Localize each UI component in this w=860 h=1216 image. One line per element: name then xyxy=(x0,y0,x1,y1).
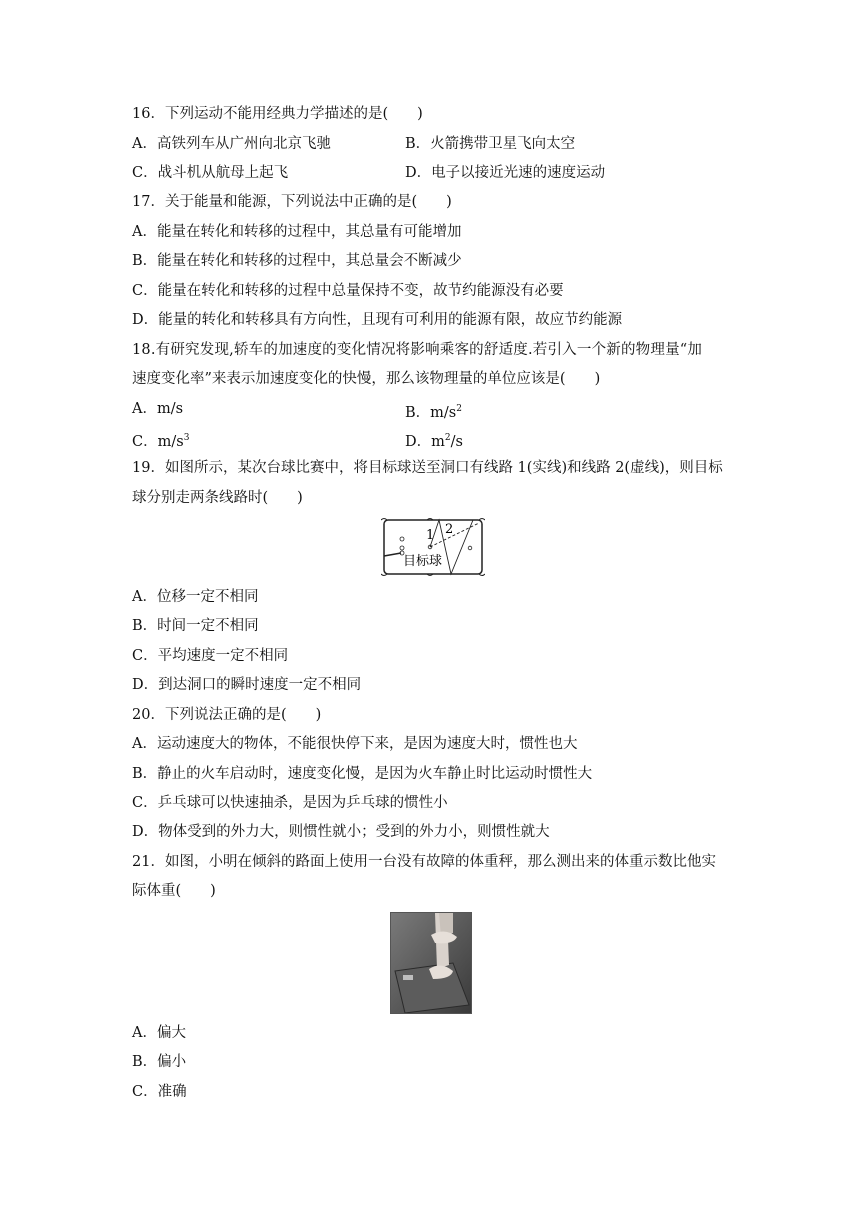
question-18-options-row1 xyxy=(132,399,732,419)
question-21-stem-line2: 际体重( ) xyxy=(132,883,216,899)
question-20-stem: 20．下列说法正确的是( ) xyxy=(132,707,322,723)
question-17-option-c: C．能量在转化和转移的过程中总量保持不变，故节约能源没有必要 xyxy=(132,283,564,299)
question-19-option-c: C．平均速度一定不相同 xyxy=(132,648,289,664)
question-16-option-c: C．战斗机从航母上起飞 xyxy=(132,165,289,181)
route-2-dashed xyxy=(430,523,479,547)
option-exponent: 3 xyxy=(183,433,190,443)
question-16-options-row1 xyxy=(132,134,732,154)
route-1-label: 1 xyxy=(426,528,435,543)
question-21-option-b: B．偏小 xyxy=(132,1054,187,1070)
question-18-stem-line1: 18.有研究发现,轿车的加速度的变化情况将影响乘客的舒适度.若引入一个新的物理量“加 xyxy=(132,342,703,358)
question-21-option-c: C．准确 xyxy=(132,1084,187,1100)
question-18-stem-line2: 速度变化率”来表示加速度变化的快慢，那么该物理量的单位应该是( ) xyxy=(132,371,601,387)
pocket-top-left xyxy=(381,519,387,521)
option-prefix: B． xyxy=(405,404,431,421)
pocket-top-right xyxy=(479,519,485,521)
question-19-stem-line1: 19．如图所示，某次台球比赛中，将目标球送至洞口有线路 1(实线)和线路 2(虚线)，则目标 xyxy=(132,460,723,476)
question-16-option-b: B．火箭携带卫星飞向太空 xyxy=(405,136,576,152)
question-20-option-b: B．静止的火车启动时，速度变化慢，是因为火车静止时比运动时惯性大 xyxy=(132,766,593,782)
option-prefix: D． xyxy=(405,433,432,450)
question-20-option-d: D．物体受到的外力大，则惯性就小；受到的外力小，则惯性就大 xyxy=(132,824,550,840)
question-17-stem: 17．关于能量和能源，下列说法中正确的是( ) xyxy=(132,194,452,210)
question-18-option-b xyxy=(405,399,462,423)
question-21-stem-line1: 21．如图，小明在倾斜的路面上使用一台没有故障的体重秤，那么测出来的体重示数比他实 xyxy=(132,854,716,870)
target-ball-label: 目标球 xyxy=(403,554,443,569)
question-21-option-a: A．偏大 xyxy=(132,1025,186,1041)
question-16-stem: 16．下列运动不能用经典力学描述的是( ) xyxy=(132,106,423,122)
option-unit: m/s xyxy=(156,401,184,417)
cue-stick xyxy=(384,553,401,556)
question-18-option-d xyxy=(405,428,463,452)
option-exponent: 2 xyxy=(444,433,451,443)
option-prefix: C． xyxy=(132,433,158,450)
question-18-option-c xyxy=(132,434,189,450)
option-exponent: 2 xyxy=(456,404,462,414)
option-prefix: A． xyxy=(132,401,157,417)
ball xyxy=(468,546,472,550)
question-18-options-row2 xyxy=(132,428,732,452)
route-2-label: 2 xyxy=(445,522,454,537)
option-unit-rest: /s xyxy=(450,433,463,450)
scale-photo xyxy=(390,912,472,1014)
option-unit: m/s xyxy=(430,404,457,421)
question-16-option-a: A．高铁列车从广州向北京飞驰 xyxy=(132,136,331,152)
ball xyxy=(400,546,404,550)
question-19-option-a: A．位移一定不相同 xyxy=(132,589,259,605)
ball xyxy=(400,537,404,541)
question-19-stem-line2: 球分别走两条线路时( ) xyxy=(132,490,303,506)
question-17-option-b: B．能量在转化和转移的过程中，其总量会不断减少 xyxy=(132,253,462,269)
question-17-option-d: D．能量的转化和转移具有方向性，且现有可利用的能源有限，故应节约能源 xyxy=(132,312,623,328)
question-19-option-d: D．到达洞口的瞬时速度一定不相同 xyxy=(132,677,362,693)
question-20-option-c: C．乒乓球可以快速抽杀，是因为乒乓球的惯性小 xyxy=(132,795,448,811)
question-16-option-d: D．电子以接近光速的速度运动 xyxy=(405,165,606,181)
pocket-bottom-left xyxy=(381,574,387,576)
option-unit: m/s xyxy=(157,433,184,450)
question-19-option-b: B．时间一定不相同 xyxy=(132,618,259,634)
question-20-option-a: A．运动速度大的物体，不能很快停下来，是因为速度大时，惯性也大 xyxy=(132,736,578,752)
billiard-table-figure xyxy=(381,517,485,577)
option-unit: m xyxy=(431,433,445,450)
question-16-options-row2 xyxy=(132,163,732,183)
scale-display xyxy=(403,975,413,980)
question-18-option-a xyxy=(132,401,183,417)
question-17-option-a: A．能量在转化和转移的过程中，其总量有可能增加 xyxy=(132,224,462,240)
pocket-bottom-right xyxy=(479,574,485,576)
